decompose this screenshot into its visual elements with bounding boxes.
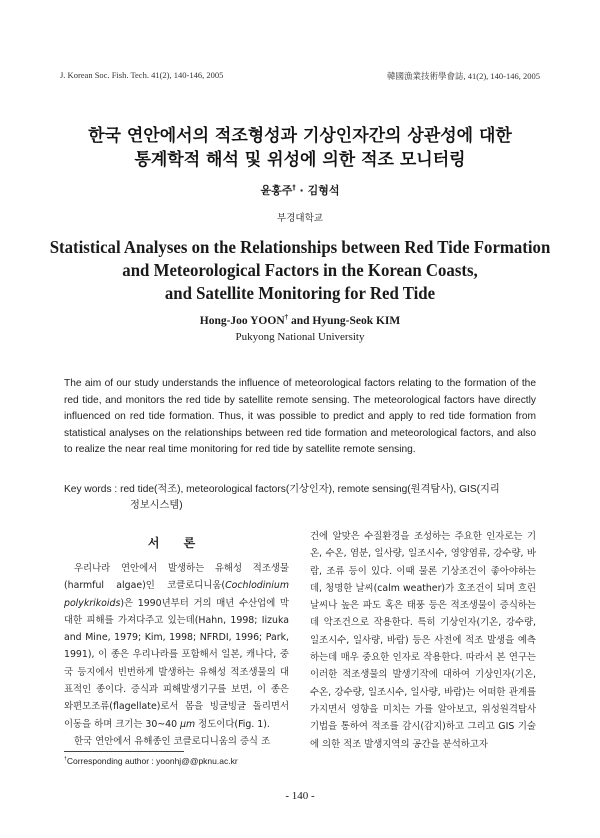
intro-p1-text-a: 우리나라 연안에서 발생하는 유해성 적조생물(harmful algae)인 코클로디니움( (64, 563, 289, 592)
intro-p1-text-b: )은 1990년부터 거의 매년 수산업에 막대한 피해를 가져다주고 있는데(Hahn, 1998; Iizuka and Mine, 1979; Kim, 1998; NFRDI, 1996; Park, 1991), 이 종은 우리나라를 포함해서 일본, 캐나다, 중국 등지에서 빈번하게 발생하는 유해성 적조생물의 대표적인 종이다. 증식과 피해발생기구를 보면, 이 종은 와편모조류(flagellate)로서 몸을 빙글빙글 돌리면서 이동을 하며 크기는 30~40 (64, 597, 289, 730)
author-conjunction: and (288, 314, 313, 327)
author-separator: · (295, 184, 308, 197)
journal-citation: J. Korean Soc. Fish. Tech. 41(2), 140-146, 2005 (60, 70, 224, 80)
korean-title (40, 124, 560, 172)
korean-title-line-1: 한국 연안에서의 적조형성과 기상인자간의 상관성에 대한 (88, 126, 512, 146)
korean-author-2: 김형석 (307, 184, 340, 197)
corresponding-mark: † (292, 183, 296, 192)
unit-micrometer: μm (180, 718, 196, 730)
page-number: - 140 - (285, 790, 315, 802)
species-name: Cochlodinium polykrikoids (64, 580, 289, 609)
korean-authors (0, 182, 600, 198)
english-authors (0, 314, 600, 327)
english-affiliation: Pukyong National University (235, 331, 365, 343)
intro-paragraph-1 (64, 560, 289, 733)
footnote (64, 756, 238, 766)
keywords-label: Key words : (64, 484, 121, 495)
journal-citation-korean: 韓國漁業技術學會誌, 41(2), 140-146, 2005 (387, 71, 540, 81)
footnote-mark: † (64, 756, 67, 763)
english-title-line-2: and Meteorological Factors in the Korean Coasts, (122, 260, 478, 280)
abstract: The aim of our study understands the influence of meteorological factors relating to the formation of the red tide, and monitors the red tide by satellite remote sensing. The meteorological factors have directly influenced on red tide formation. Thus, it was possible to predict and apply to red tide formation from statistical analyses on the relationships between red tide formation and meteorological factors, and also to realize the near real time monitoring for red tide by satellite remote sensing. (64, 378, 536, 455)
intro-paragraph-2-continued: 건에 알맞은 수질환경을 조성하는 주요한 인자로는 기온, 수온, 염분, 일사량, 일조시수, 영양염류, 강수량, 바람, 조류 등이 있다. 이때 물론 기상조건이 좋아야하는데, 청명한 날씨(calm weather)가 호조건이 되며 흐린 날씨나 높은 파도 혹은 태풍 등은 적조생물이 증식하는데 악조건으로 작용한다. 특히 기상인자(기온, 강수량, 일조시수, 일사량, 바람) 등은 사전에 적조 발생을 예측하는데 매우 중요한 인자로 작용한다. 따라서 본 연구는 이러한 적조생물의 발생기작에 대하여 기상인자(기온, 수온, 강수량, 일조시수, 일사량, 바람)는 어떠한 관계를 가지면서 영향을 미치는 가를 알아보고, 위성원격탐사기법을 통하여 적조를 감시(감지)하고 그리고 GIS 기술에 의한 적조 발생지역의 공간을 분석하고자 (310, 531, 536, 750)
english-title-line-1: Statistical Analyses on the Relationships between Red Tide Formation (49, 237, 551, 257)
english-title (41, 236, 559, 305)
keywords-line-1: red tide(적조), meteorological factors(기상인자), remote sensing(원격탐사), GIS(지리 (120, 484, 500, 495)
section-heading-introduction: 서 론 (147, 536, 206, 550)
korean-affiliation: 부경대학교 (277, 213, 323, 224)
korean-author-1: 윤홍주 (260, 184, 293, 197)
keywords (64, 482, 536, 514)
keywords-line-2: 정보시스템) (130, 500, 183, 511)
intro-p1-text-c: 정도이다(Fig. 1). (195, 718, 270, 730)
english-title-line-3: and Satellite Monitoring for Red Tide (164, 283, 436, 303)
intro-paragraph-2: 한국 연안에서 유해종인 코클로디니움의 증식 조 (74, 735, 271, 747)
footnote-divider (64, 751, 184, 752)
english-author-1: Hong-Joo YOON (199, 314, 285, 327)
english-author-2: Hyung-Seok KIM (312, 314, 401, 327)
corresponding-mark-en: † (284, 314, 289, 321)
right-column (310, 528, 536, 753)
footnote-text: Corresponding author : yoonhj@@pknu.ac.kr (66, 756, 238, 766)
left-column (64, 560, 289, 750)
korean-title-line-2: 통계학적 해석 및 위성에 의한 적조 모니터링 (134, 150, 466, 170)
